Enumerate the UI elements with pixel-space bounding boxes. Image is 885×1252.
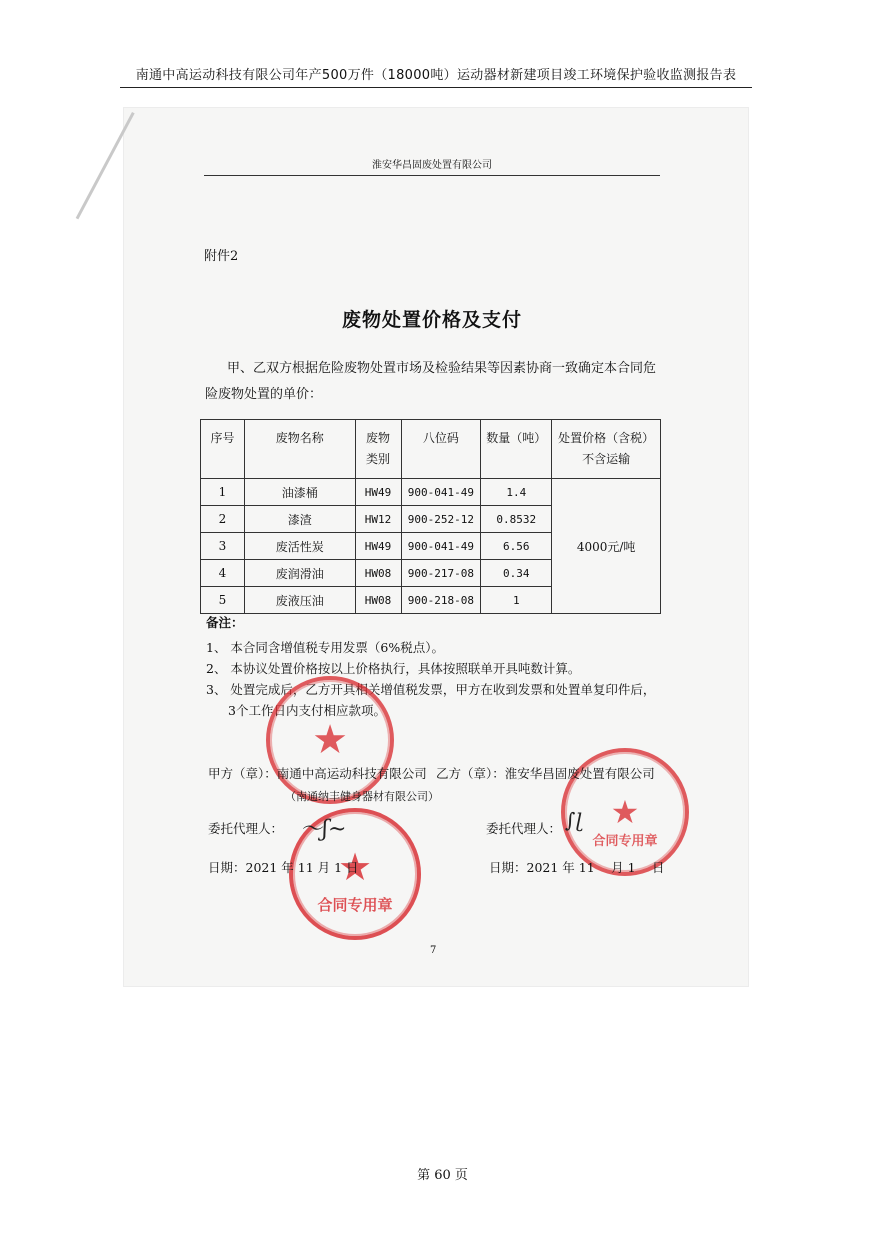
cell-category: HW08: [355, 587, 401, 614]
party-a-alt-name: （南通纳丰健身器材有限公司）: [285, 790, 439, 803]
header-category: [355, 420, 401, 479]
header-category-line2: 类别: [366, 452, 391, 466]
company-seal-a: [266, 676, 394, 804]
cell-code: 900-217-08: [401, 560, 481, 587]
header-quantity: 数量（吨）: [481, 420, 552, 479]
header-price-line2: 不含运输: [582, 452, 631, 466]
cell-name: 漆渣: [244, 506, 355, 533]
header-name: 废物名称: [244, 420, 355, 479]
header-seq: 序号: [201, 420, 245, 479]
party-a-label: 甲方（章）：: [208, 766, 277, 781]
cell-quantity: 6.56: [481, 533, 552, 560]
cell-seq: 4: [201, 560, 245, 587]
cell-seq: 5: [201, 587, 245, 614]
company-header: 淮安华昌固废处置有限公司: [204, 156, 660, 176]
cell-name: 废活性炭: [244, 533, 355, 560]
cell-category: HW12: [355, 506, 401, 533]
cell-code: 900-041-49: [401, 533, 481, 560]
header-code: 八位码: [401, 420, 481, 479]
cell-quantity: 0.8532: [481, 506, 552, 533]
party-a-line: [208, 764, 427, 782]
cell-seq: 3: [201, 533, 245, 560]
page-footer: 第 60 页: [417, 1168, 468, 1183]
agent-b-signature-icon: ∫ɭ: [565, 808, 583, 832]
inner-page-number: 7: [430, 945, 437, 956]
seal-star-icon: ★: [337, 844, 373, 889]
note-item: 1、 本合同含增值税专用发票（6%税点）。: [206, 640, 445, 655]
cell-name: 废润滑油: [244, 560, 355, 587]
document-title: 废物处置价格及支付: [341, 309, 522, 331]
intro-paragraph: 甲、乙双方根据危险废物处置市场及检验结果等因素协商一致确定本合同危险废物处置的单价：: [205, 361, 657, 402]
seal-star-icon: ★: [610, 793, 640, 831]
report-header: 南通中高运动科技有限公司年产500万件（18000吨）运动器材新建项目竣工环境保护验收监测报告表: [120, 64, 752, 88]
price-table: [200, 419, 661, 614]
cell-seq: 2: [201, 506, 245, 533]
attachment-label: 附件2: [204, 249, 239, 264]
table-row: [201, 479, 661, 506]
cell-name: 废液压油: [244, 587, 355, 614]
cell-name: 油漆桶: [244, 479, 355, 506]
notes-title: 备注：: [206, 615, 244, 630]
cell-quantity: 1.4: [481, 479, 552, 506]
seal-b-text: 合同专用章: [592, 834, 658, 849]
cell-quantity: 1: [481, 587, 552, 614]
cell-quantity: 0.34: [481, 560, 552, 587]
cell-code: 900-218-08: [401, 587, 481, 614]
cell-code: 900-252-12: [401, 506, 481, 533]
agent-b-label: 委托代理人：: [486, 821, 562, 836]
party-b-line: [436, 764, 655, 782]
party-b-label: 乙方（章）：: [436, 766, 505, 781]
note-item: 3、 处置完成后，乙方开具相关增值税发票，甲方在收到发票和处置单复印件后，: [206, 682, 656, 697]
party-a-name: 南通中高运动科技有限公司: [276, 766, 427, 781]
cell-category: HW08: [355, 560, 401, 587]
header-category-line1: 废物: [366, 431, 391, 445]
party-b-name: 淮安华昌固废处置有限公司: [504, 766, 655, 781]
cell-category: HW49: [355, 533, 401, 560]
cell-seq: 1: [201, 479, 245, 506]
agent-a-label: 委托代理人：: [208, 821, 284, 836]
seal-star-icon: ★: [312, 717, 348, 763]
date-b: 日期：2021 年 11 月 1 日: [489, 860, 665, 875]
date-a: 日期：2021 年 11 月 1 日: [208, 860, 359, 875]
note-item: 2、 本协议处置价格按以上价格执行，具体按照联单开具吨数计算。: [206, 661, 581, 676]
contract-seal-text: 合同专用章: [317, 896, 393, 914]
agent-a-signature-icon: 〜ʃ~: [300, 817, 347, 842]
cell-category: HW49: [355, 479, 401, 506]
header-price: [552, 420, 661, 479]
cell-code: 900-041-49: [401, 479, 481, 506]
cell-price: 4000元/吨: [552, 479, 661, 614]
table-header-row: [201, 420, 661, 479]
header-price-line1: 处置价格（含税）: [558, 431, 655, 445]
note-item: 3个工作日内支付相应款项。: [228, 703, 386, 718]
